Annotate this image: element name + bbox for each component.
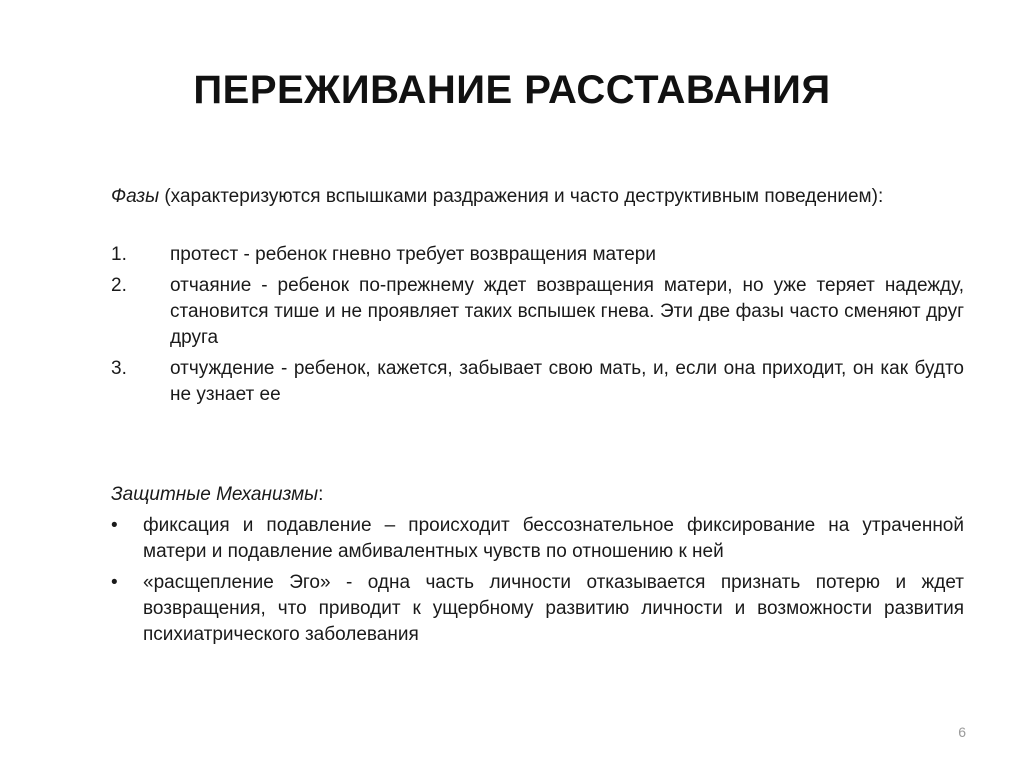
phase-item-2 (111, 273, 964, 351)
mechanism-item-1 (111, 513, 964, 565)
phase-item-1 (111, 242, 964, 268)
phases-heading: Фазы (111, 186, 160, 207)
phases-list (111, 242, 964, 413)
mechanism-item-2 (111, 570, 964, 648)
mechanisms-heading: Защитные Механизмы (111, 484, 319, 505)
phases-intro-text: (характеризуются вспышками раздражения и часто деструктивным поведением): (159, 186, 884, 207)
phase-number: 2. (111, 275, 127, 296)
bullet-icon: • (111, 572, 118, 593)
mechanisms-heading-suffix: : (318, 484, 324, 505)
mechanisms-list (111, 513, 964, 653)
phase-number: 1. (111, 244, 127, 265)
phases-intro (111, 184, 964, 210)
mechanism-text: «расщепление Эго» - одна часть личности отказывается признать потерю и ждет возвращения, что приводит к ущербному развитию личности и возможности развития психиатрического заболевания (143, 572, 964, 645)
phase-number: 3. (111, 358, 127, 379)
phase-text: отчаяние - ребенок по-прежнему ждет возвращения матери, но уже теряет надежду, становится тише и не проявляет таких вспышек гнева. Эти две фазы часто сменяют друг друга (170, 275, 964, 348)
phase-text: протест - ребенок гневно требует возвращения матери (170, 244, 656, 265)
phase-item-3 (111, 356, 964, 408)
mechanisms-heading-line (111, 482, 964, 508)
phase-text: отчуждение - ребенок, кажется, забывает свою мать, и, если она приходит, он как будто не узнает ее (170, 358, 964, 405)
bullet-icon: • (111, 515, 118, 536)
page-number: 6 (958, 724, 966, 740)
slide-title: ПЕРЕЖИВАНИЕ РАССТАВАНИЯ (193, 68, 831, 112)
mechanism-text: фиксация и подавление – происходит бессознательное фиксирование на утраченной матери и подавление амбивалентных чувств по отношению к ней (143, 515, 964, 562)
